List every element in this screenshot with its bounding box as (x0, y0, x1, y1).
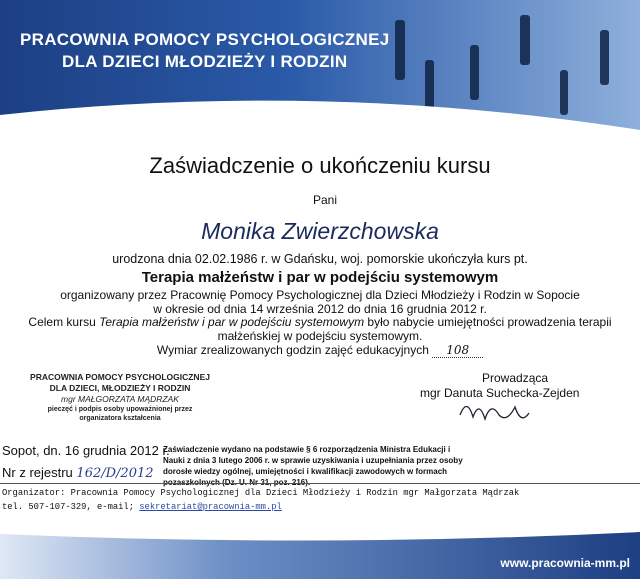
header-line1: PRACOWNIA POMOCY PSYCHOLOGICZNEJ (20, 30, 390, 49)
stamp-line3: mgr MAŁGORZATA MĄDRZAK (61, 394, 179, 404)
header-line2: DLA DZIECI MŁODZIEŻY I RODZIN (62, 52, 348, 71)
goal-course: Terapia małżeństw i par w podejściu systemowym (99, 315, 365, 329)
stamp-line4: pieczęć i podpis osoby upoważnionej przez (47, 406, 193, 413)
place-date: Sopot, dn. 16 grudnia 2012 r. (2, 443, 170, 458)
contact-prefix: tel. 507-107-329, e-mail; (2, 502, 140, 512)
hours-label: Wymiar zrealizowanych godzin zajęć edukacyjnych (156, 343, 429, 357)
leader-label: Prowadząca (482, 371, 549, 385)
header-curve (0, 90, 640, 140)
organized-line: organizowany przez Pracownię Pomocy Psychologicznej dla Dzieci Młodzieży i Rodzin w Sopocie (60, 288, 580, 302)
register-value: 162/D/2012 (76, 466, 154, 481)
goal-suffix: było nabycie umiejętności prowadzenia terapii (364, 315, 612, 329)
hours-line (0, 343, 640, 357)
certificate-title: Zaświadczenie o ukończeniu kursu (149, 153, 491, 178)
birth-line: urodzona dnia 02.02.1986 r. w Gdańsku, woj. pomorskie ukończyła kurs pt. (112, 252, 528, 266)
stamp-line1: PRACOWNIA POMOCY PSYCHOLOGICZNEJ (30, 372, 210, 382)
website-link[interactable]: www.pracownia-mm.pl (500, 556, 630, 570)
goal-line (0, 315, 640, 329)
organizer-line: Organizator: Pracownia Pomocy Psychologicznej dla Dzieci Młodzieży i Rodzin mgr Małgorzata Mądrzak (2, 488, 520, 498)
stamp (30, 372, 210, 423)
legal-note: Zaświadczenie wydano na podstawie § 6 rozporządzenia Ministra Edukacji i Nauki z dnia 3 lutego 2006 r. w sprawie uzyskiwania i uzupełniania przez osoby dorosłe wiedzy ogólnej, umiejętności i kwalifikacji zawodowych w formach pozaszkolnych (Dz. U. Nr 31, poz. 216). (163, 445, 463, 487)
signature-image (455, 395, 535, 430)
footer-curve (0, 526, 640, 546)
leader-name: mgr Danuta Suchecka-Zejden (420, 386, 580, 400)
person-figure-image (600, 30, 609, 85)
course-title: Terapia małżeństw i par w podejściu systemowym (141, 269, 499, 286)
divider (0, 483, 640, 484)
stamp-line5: organizatora kształcenia (79, 415, 161, 422)
period-line: w okresie od dnia 14 września 2012 do dnia 16 grudnia 2012 r. (153, 302, 487, 316)
hours-value: 108 (432, 343, 483, 358)
person-figure-image (520, 15, 530, 65)
email-link[interactable]: sekretariat@pracownia-mm.pl (139, 502, 282, 512)
recipient-name: Monika Zwierzchowska (201, 218, 439, 244)
register-line (2, 465, 154, 481)
salutation: Pani (312, 193, 338, 207)
contact-line (2, 502, 282, 512)
register-label: Nr z rejestru (2, 465, 73, 480)
goal-prefix: Celem kursu (28, 315, 100, 329)
person-figure-image (395, 20, 405, 80)
goal-line2: małżeńskiej w podejściu systemowym. (217, 329, 423, 343)
stamp-line2: DLA DZIECI, MŁODZIEŻY I RODZIN (49, 383, 191, 393)
